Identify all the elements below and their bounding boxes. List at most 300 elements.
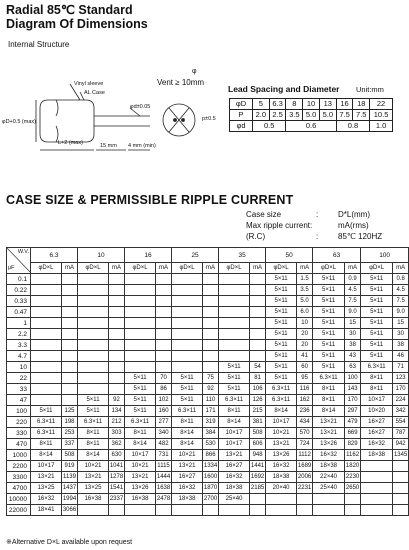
ripple-current-cell: 106 bbox=[250, 384, 266, 395]
ripple-current-cell bbox=[109, 296, 125, 307]
case-size-cell bbox=[78, 307, 109, 318]
ripple-current-cell: 787 bbox=[393, 428, 409, 439]
lead-spacing-table bbox=[229, 98, 393, 132]
case-size-cell bbox=[31, 340, 62, 351]
ripple-current-cell bbox=[250, 285, 266, 296]
case-size-cell: 5×11 bbox=[266, 340, 297, 351]
case-size-label: Case size bbox=[246, 210, 282, 219]
ripple-section-title: CASE SIZE & PERMISSIBLE RIPPLE CURRENT bbox=[6, 193, 294, 207]
ripple-current-cell: 3.5 bbox=[297, 285, 313, 296]
case-size-cell bbox=[31, 395, 62, 406]
case-size-cell bbox=[31, 351, 62, 362]
case-size-cell: 5×11 bbox=[266, 285, 297, 296]
case-size-cell: 10×17 bbox=[219, 428, 250, 439]
case-size-cell: 5×11 bbox=[266, 274, 297, 285]
voltage-10: 10 bbox=[78, 248, 125, 263]
ripple-current-cell: 277 bbox=[156, 417, 172, 428]
case-size-cell bbox=[31, 285, 62, 296]
ripple-current-cell bbox=[345, 505, 361, 516]
capacitance-cell: 0.22 bbox=[7, 285, 31, 296]
subheader-ma: mA bbox=[297, 263, 313, 274]
case-size-cell: 6.3×11 bbox=[172, 406, 203, 417]
case-size-cell bbox=[219, 351, 250, 362]
case-size-cell bbox=[219, 340, 250, 351]
case-size-cell: 18×38 bbox=[172, 494, 203, 505]
ripple-current-cell bbox=[203, 329, 219, 340]
max-ripple-value: mA(rms) bbox=[338, 221, 369, 230]
case-size-cell: 13×26 bbox=[266, 450, 297, 461]
case-size-cell bbox=[125, 362, 156, 373]
ripple-current-cell: 6.0 bbox=[297, 307, 313, 318]
case-size-cell: 16×32 bbox=[219, 472, 250, 483]
case-size-cell bbox=[266, 505, 297, 516]
case-size-cell bbox=[125, 318, 156, 329]
ripple-current-cell: 9.0 bbox=[393, 307, 409, 318]
ripple-current-cell: 1115 bbox=[156, 461, 172, 472]
case-size-cell: 16×27 bbox=[172, 472, 203, 483]
case-size-cell: 5×11 bbox=[313, 296, 345, 307]
capacitance-cell: 1000 bbox=[7, 450, 31, 461]
table-row bbox=[7, 307, 409, 318]
case-size-cell: 8×14 bbox=[266, 406, 297, 417]
table-row bbox=[7, 340, 409, 351]
capacitance-cell: 3300 bbox=[7, 472, 31, 483]
ripple-current-cell bbox=[393, 472, 409, 483]
ripple-current-cell bbox=[250, 296, 266, 307]
spacing-unit: Unit:mm bbox=[356, 85, 384, 94]
ripple-current-cell bbox=[62, 274, 78, 285]
ripple-current-cell bbox=[156, 340, 172, 351]
ripple-current-cell: 75 bbox=[203, 373, 219, 384]
ripple-current-cell: 554 bbox=[393, 417, 409, 428]
case-size-cell: 5×11 bbox=[361, 285, 393, 296]
ripple-current-cell: 171 bbox=[203, 406, 219, 417]
voltage-100: 100 bbox=[361, 248, 409, 263]
case-size-cell: 16×32 bbox=[31, 494, 62, 505]
case-size-cell: 5×11 bbox=[172, 384, 203, 395]
case-size-cell: 6.3×11 bbox=[31, 428, 62, 439]
ripple-current-cell bbox=[109, 384, 125, 395]
case-size-cell bbox=[172, 351, 203, 362]
ripple-current-cell bbox=[62, 307, 78, 318]
case-size-cell: 10×20 bbox=[361, 406, 393, 417]
ripple-current-cell: 630 bbox=[109, 450, 125, 461]
ripple-current-cell: 15 bbox=[393, 318, 409, 329]
case-size-cell: 13×21 bbox=[219, 450, 250, 461]
ripple-current-cell: 297 bbox=[345, 406, 361, 417]
case-size-cell bbox=[78, 373, 109, 384]
capacitance-cell: 0.47 bbox=[7, 307, 31, 318]
case-size-cell: 5×11 bbox=[266, 329, 297, 340]
ripple-current-cell: 1345 bbox=[393, 450, 409, 461]
case-size-cell: 5×11 bbox=[266, 373, 297, 384]
case-size-cell bbox=[125, 307, 156, 318]
ripple-current-cell bbox=[203, 285, 219, 296]
case-size-cell: 13×21 bbox=[125, 472, 156, 483]
subheader-ma: mA bbox=[109, 263, 125, 274]
case-size-cell bbox=[172, 505, 203, 516]
case-size-cell: 16×27 bbox=[361, 428, 393, 439]
case-size-cell: 18×41 bbox=[31, 505, 62, 516]
case-size-cell: 10×17 bbox=[125, 450, 156, 461]
ripple-current-cell bbox=[156, 329, 172, 340]
ripple-current-cell: 170 bbox=[345, 395, 361, 406]
case-size-cell: 8×14 bbox=[31, 450, 62, 461]
subheader-ma: mA bbox=[345, 263, 361, 274]
ripple-current-cell bbox=[156, 318, 172, 329]
ripple-current-cell: 38 bbox=[345, 340, 361, 351]
ripple-current-cell bbox=[62, 395, 78, 406]
title-line2: Diagram Of Dimensions bbox=[6, 17, 148, 31]
ripple-current-cell bbox=[250, 340, 266, 351]
vent-top-view bbox=[157, 98, 205, 146]
capacitance-cell: 100 bbox=[7, 406, 31, 417]
case-size-cell: 8×14 bbox=[172, 439, 203, 450]
case-size-cell: 5×11 bbox=[313, 340, 345, 351]
ripple-current-cell: 102 bbox=[156, 395, 172, 406]
ripple-current-cell bbox=[156, 307, 172, 318]
case-size-cell bbox=[172, 340, 203, 351]
case-size-cell bbox=[78, 318, 109, 329]
table-row bbox=[7, 472, 409, 483]
ripple-current-cell bbox=[203, 505, 219, 516]
ripple-current-cell bbox=[109, 362, 125, 373]
case-size-cell bbox=[125, 351, 156, 362]
case-size-cell bbox=[361, 483, 393, 494]
case-size-cell: 5×11 bbox=[31, 406, 62, 417]
case-size-cell bbox=[361, 461, 393, 472]
case-size-cell bbox=[31, 307, 62, 318]
ripple-current-cell: 2185 bbox=[250, 483, 266, 494]
ripple-current-cell: 2478 bbox=[156, 494, 172, 505]
ripple-current-cell: 116 bbox=[297, 384, 313, 395]
ripple-current-cell: 81 bbox=[250, 373, 266, 384]
case-size-cell: 8×11 bbox=[361, 384, 393, 395]
ripple-current-cell bbox=[62, 285, 78, 296]
ripple-current-cell: 1437 bbox=[62, 483, 78, 494]
case-size-cell bbox=[78, 274, 109, 285]
ripple-current-cell: 224 bbox=[393, 395, 409, 406]
capacitance-cell: 4700 bbox=[7, 483, 31, 494]
case-size-cell: 8×11 bbox=[313, 395, 345, 406]
table-row bbox=[7, 362, 409, 373]
case-size-cell bbox=[266, 494, 297, 505]
table-row bbox=[7, 483, 409, 494]
subheader-ma: mA bbox=[393, 263, 409, 274]
case-size-cell bbox=[219, 274, 250, 285]
case-size-cell: 5×11 bbox=[313, 329, 345, 340]
case-size-cell: 5×11 bbox=[313, 307, 345, 318]
case-size-cell: 5×11 bbox=[313, 351, 345, 362]
case-size-cell bbox=[78, 285, 109, 296]
case-size-cell: 6.3×11 bbox=[219, 395, 250, 406]
subheader-ma: mA bbox=[156, 263, 172, 274]
case-size-cell: 13×26 bbox=[313, 439, 345, 450]
ripple-current-cell: 4.5 bbox=[345, 285, 361, 296]
case-size-cell: 13×21 bbox=[172, 461, 203, 472]
case-size-cell bbox=[78, 340, 109, 351]
case-size-cell bbox=[31, 384, 62, 395]
ripple-current-cell bbox=[109, 285, 125, 296]
capacitance-cell: 0.1 bbox=[7, 274, 31, 285]
case-size-cell: 13×21 bbox=[31, 472, 62, 483]
case-size-cell bbox=[78, 296, 109, 307]
corner-cell bbox=[7, 248, 31, 274]
ripple-current-cell: 731 bbox=[156, 450, 172, 461]
subheader-dl: φD×L bbox=[219, 263, 250, 274]
ripple-current-cell bbox=[156, 296, 172, 307]
ripple-current-cell: 2650 bbox=[345, 483, 361, 494]
lead-length-label: 15 mm bbox=[100, 143, 117, 149]
capacitance-cell: 22000 bbox=[7, 505, 31, 516]
ripple-current-cell: 54 bbox=[250, 362, 266, 373]
case-size-cell: 5×11 bbox=[361, 307, 393, 318]
case-size-cell: 8×14 bbox=[78, 450, 109, 461]
case-size-cell: 6.3×11 bbox=[78, 417, 109, 428]
case-size-cell: 5×11 bbox=[361, 329, 393, 340]
ripple-current-cell: 2700 bbox=[203, 494, 219, 505]
ripple-current-cell: 10 bbox=[297, 318, 313, 329]
footnote: ※Alternative D×L available upon request bbox=[6, 539, 133, 546]
table-row bbox=[7, 439, 409, 450]
case-size-cell: 25×40 bbox=[313, 483, 345, 494]
case-size-cell: 5×11 bbox=[125, 373, 156, 384]
case-size-cell: 8×14 bbox=[219, 417, 250, 428]
case-size-cell bbox=[31, 274, 62, 285]
case-size-cell: 6.3×11 bbox=[313, 373, 345, 384]
case-size-cell bbox=[125, 285, 156, 296]
ripple-current-cell: 15 bbox=[345, 318, 361, 329]
max-ripple-label: Max ripple current: bbox=[246, 221, 313, 230]
case-size-cell: 10×21 bbox=[125, 461, 156, 472]
ripple-current-cell: 669 bbox=[345, 428, 361, 439]
ripple-current-cell: 434 bbox=[297, 417, 313, 428]
ripple-current-cell bbox=[203, 351, 219, 362]
case-size-cell bbox=[172, 329, 203, 340]
subheader-row bbox=[7, 263, 409, 274]
ripple-current-cell: 110 bbox=[203, 395, 219, 406]
case-size-cell bbox=[31, 318, 62, 329]
case-size-cell: 5×11 bbox=[266, 307, 297, 318]
case-size-cell bbox=[125, 274, 156, 285]
case-size-cell: 18×38 bbox=[219, 483, 250, 494]
case-size-cell: 16×38 bbox=[125, 494, 156, 505]
case-size-cell: 5×11 bbox=[266, 296, 297, 307]
case-size-cell: 13×26 bbox=[125, 483, 156, 494]
case-size-cell: 16×38 bbox=[78, 494, 109, 505]
ripple-current-cell bbox=[62, 329, 78, 340]
ripple-current-cell: 70 bbox=[156, 373, 172, 384]
case-size-cell: 13×21 bbox=[78, 472, 109, 483]
ripple-current-cell: 866 bbox=[203, 450, 219, 461]
case-size-cell bbox=[125, 296, 156, 307]
case-size-cell bbox=[219, 505, 250, 516]
case-size-cell: 10×17 bbox=[266, 417, 297, 428]
case-size-cell: 6.3×11 bbox=[125, 417, 156, 428]
capacitance-cell: 10000 bbox=[7, 494, 31, 505]
case-size-cell bbox=[78, 329, 109, 340]
case-size-cell: 5×11 bbox=[361, 318, 393, 329]
ripple-current-cell bbox=[62, 373, 78, 384]
ripple-current-cell: 1441 bbox=[250, 461, 266, 472]
ripple-current-cell bbox=[393, 483, 409, 494]
ripple-current-cell: 319 bbox=[203, 417, 219, 428]
capacitance-cell: 1 bbox=[7, 318, 31, 329]
ripple-current-cell: 7.5 bbox=[393, 296, 409, 307]
table-row bbox=[7, 274, 409, 285]
subheader-ma: mA bbox=[62, 263, 78, 274]
ripple-current-cell: 1139 bbox=[62, 472, 78, 483]
ripple-current-cell: 340 bbox=[156, 428, 172, 439]
case-size-cell: 5×11 bbox=[219, 373, 250, 384]
rc-label: (R.C) bbox=[246, 232, 266, 241]
ripple-current-cell bbox=[62, 296, 78, 307]
case-size-cell: 20×40 bbox=[266, 483, 297, 494]
ripple-current-cell: 30 bbox=[345, 329, 361, 340]
ripple-current-cell bbox=[297, 494, 313, 505]
case-size-cell: 16×32 bbox=[313, 450, 345, 461]
capacitance-cell: 220 bbox=[7, 417, 31, 428]
subheader-dl: φD×L bbox=[31, 263, 62, 274]
subheader-ma: mA bbox=[250, 263, 266, 274]
ripple-current-cell: 362 bbox=[109, 439, 125, 450]
case-size-cell: 5×11 bbox=[313, 274, 345, 285]
ripple-current-cell: 384 bbox=[203, 428, 219, 439]
table-row bbox=[7, 494, 409, 505]
voltage-header-row bbox=[7, 248, 409, 263]
ripple-current-cell bbox=[109, 340, 125, 351]
voltage-63: 63 bbox=[313, 248, 361, 263]
ripple-current-cell: 60 bbox=[297, 362, 313, 373]
table-row bbox=[7, 285, 409, 296]
ripple-current-cell: 942 bbox=[393, 439, 409, 450]
ripple-current-cell: 530 bbox=[203, 439, 219, 450]
case-size-cell bbox=[78, 384, 109, 395]
case-size-cell bbox=[78, 351, 109, 362]
case-size-cell: 13×21 bbox=[266, 439, 297, 450]
case-size-cell: 5×11 bbox=[266, 362, 297, 373]
corner-wv: W.V. bbox=[17, 249, 29, 255]
case-size-cell: 6.3×11 bbox=[361, 362, 393, 373]
case-size-cell: 5×11 bbox=[125, 395, 156, 406]
ripple-current-cell: 508 bbox=[62, 450, 78, 461]
ripple-current-cell bbox=[203, 340, 219, 351]
capacitance-cell: 2.2 bbox=[7, 329, 31, 340]
ripple-current-cell: 724 bbox=[297, 439, 313, 450]
ripple-current-cell: 20 bbox=[297, 329, 313, 340]
ripple-current-cell bbox=[250, 274, 266, 285]
case-size-cell: 5×11 bbox=[78, 395, 109, 406]
case-size-cell: 5×11 bbox=[361, 351, 393, 362]
capacitance-cell: 330 bbox=[7, 428, 31, 439]
lead-diameter-label: φd±0.05 bbox=[130, 104, 151, 110]
case-size-cell: 16×32 bbox=[361, 439, 393, 450]
case-size-cell bbox=[219, 307, 250, 318]
ripple-current-cell: 1278 bbox=[109, 472, 125, 483]
case-size-cell bbox=[172, 274, 203, 285]
capacitance-cell: 10 bbox=[7, 362, 31, 373]
ripple-current-cell: 1689 bbox=[297, 461, 313, 472]
ripple-current-cell: 9.0 bbox=[345, 307, 361, 318]
case-size-cell: 5×11 bbox=[125, 406, 156, 417]
ripple-current-cell: 829 bbox=[345, 439, 361, 450]
ripple-current-cell bbox=[393, 494, 409, 505]
case-size-cell: 8×11 bbox=[125, 428, 156, 439]
ripple-current-cell: 1041 bbox=[109, 461, 125, 472]
ripple-current-cell: 215 bbox=[250, 406, 266, 417]
ripple-current-cell: 143 bbox=[345, 384, 361, 395]
case-size-cell: 8×14 bbox=[125, 439, 156, 450]
subheader-dl: φD×L bbox=[266, 263, 297, 274]
subheader-dl: φD×L bbox=[313, 263, 345, 274]
case-size-value: D*L(mm) bbox=[338, 210, 370, 219]
case-size-cell: 25×40 bbox=[219, 494, 250, 505]
case-size-cell bbox=[125, 505, 156, 516]
ripple-current-cell bbox=[203, 362, 219, 373]
ripple-current-cell: 606 bbox=[250, 439, 266, 450]
case-size-cell: 10×21 bbox=[78, 461, 109, 472]
capacitance-cell: 3.3 bbox=[7, 340, 31, 351]
ripple-current-cell: 30 bbox=[393, 329, 409, 340]
subheader-ma: mA bbox=[203, 263, 219, 274]
table-row bbox=[7, 428, 409, 439]
case-size-cell bbox=[125, 329, 156, 340]
case-size-cell: 5×11 bbox=[313, 362, 345, 373]
ripple-current-cell: 337 bbox=[62, 439, 78, 450]
case-size-cell bbox=[361, 505, 393, 516]
ripple-current-cell bbox=[250, 307, 266, 318]
ripple-current-cell bbox=[62, 318, 78, 329]
case-size-cell: 5×11 bbox=[313, 285, 345, 296]
ripple-current-cell: 1334 bbox=[203, 461, 219, 472]
case-size-cell: 8×11 bbox=[78, 439, 109, 450]
title-line1: Radial 85℃ Standard bbox=[6, 3, 133, 17]
case-size-cell: 13×25 bbox=[31, 483, 62, 494]
vent-phi: φ bbox=[192, 68, 197, 75]
case-size-cell bbox=[125, 340, 156, 351]
ripple-current-cell: 71 bbox=[393, 362, 409, 373]
ripple-current-cell: 1820 bbox=[345, 461, 361, 472]
case-size-cell: 5×11 bbox=[266, 318, 297, 329]
case-size-cell: 16×32 bbox=[266, 461, 297, 472]
ripple-current-cell bbox=[109, 505, 125, 516]
ripple-current-cell: 2337 bbox=[109, 494, 125, 505]
colon-3: : bbox=[316, 232, 319, 241]
case-size-cell bbox=[31, 296, 62, 307]
case-size-cell bbox=[172, 318, 203, 329]
ripple-current-cell: 2006 bbox=[297, 472, 313, 483]
ripple-current-cell bbox=[250, 351, 266, 362]
case-size-cell: 10×21 bbox=[172, 450, 203, 461]
ripple-current-cell bbox=[250, 494, 266, 505]
ripple-current-cell: 1600 bbox=[203, 472, 219, 483]
ripple-current-cell: 63 bbox=[345, 362, 361, 373]
ripple-current-cell: 1994 bbox=[62, 494, 78, 505]
capacitance-cell: 33 bbox=[7, 384, 31, 395]
case-size-cell: 6.3×11 bbox=[266, 384, 297, 395]
case-size-cell: 10×17 bbox=[31, 461, 62, 472]
p-tolerance-label: p±0.5 bbox=[202, 116, 216, 122]
row-lead-diameter: φd 0.5 0.6 0.8 1.0 bbox=[230, 121, 393, 132]
case-size-cell bbox=[31, 329, 62, 340]
ripple-current-cell bbox=[250, 318, 266, 329]
table-row bbox=[7, 329, 409, 340]
capacitance-cell: 4.7 bbox=[7, 351, 31, 362]
row-diameter: φD 5 6.3 8 10 13 16 18 22 bbox=[230, 99, 393, 110]
voltage-16: 16 bbox=[125, 248, 172, 263]
ripple-current-cell: 1.5 bbox=[297, 274, 313, 285]
case-size-cell: 16×27 bbox=[219, 461, 250, 472]
